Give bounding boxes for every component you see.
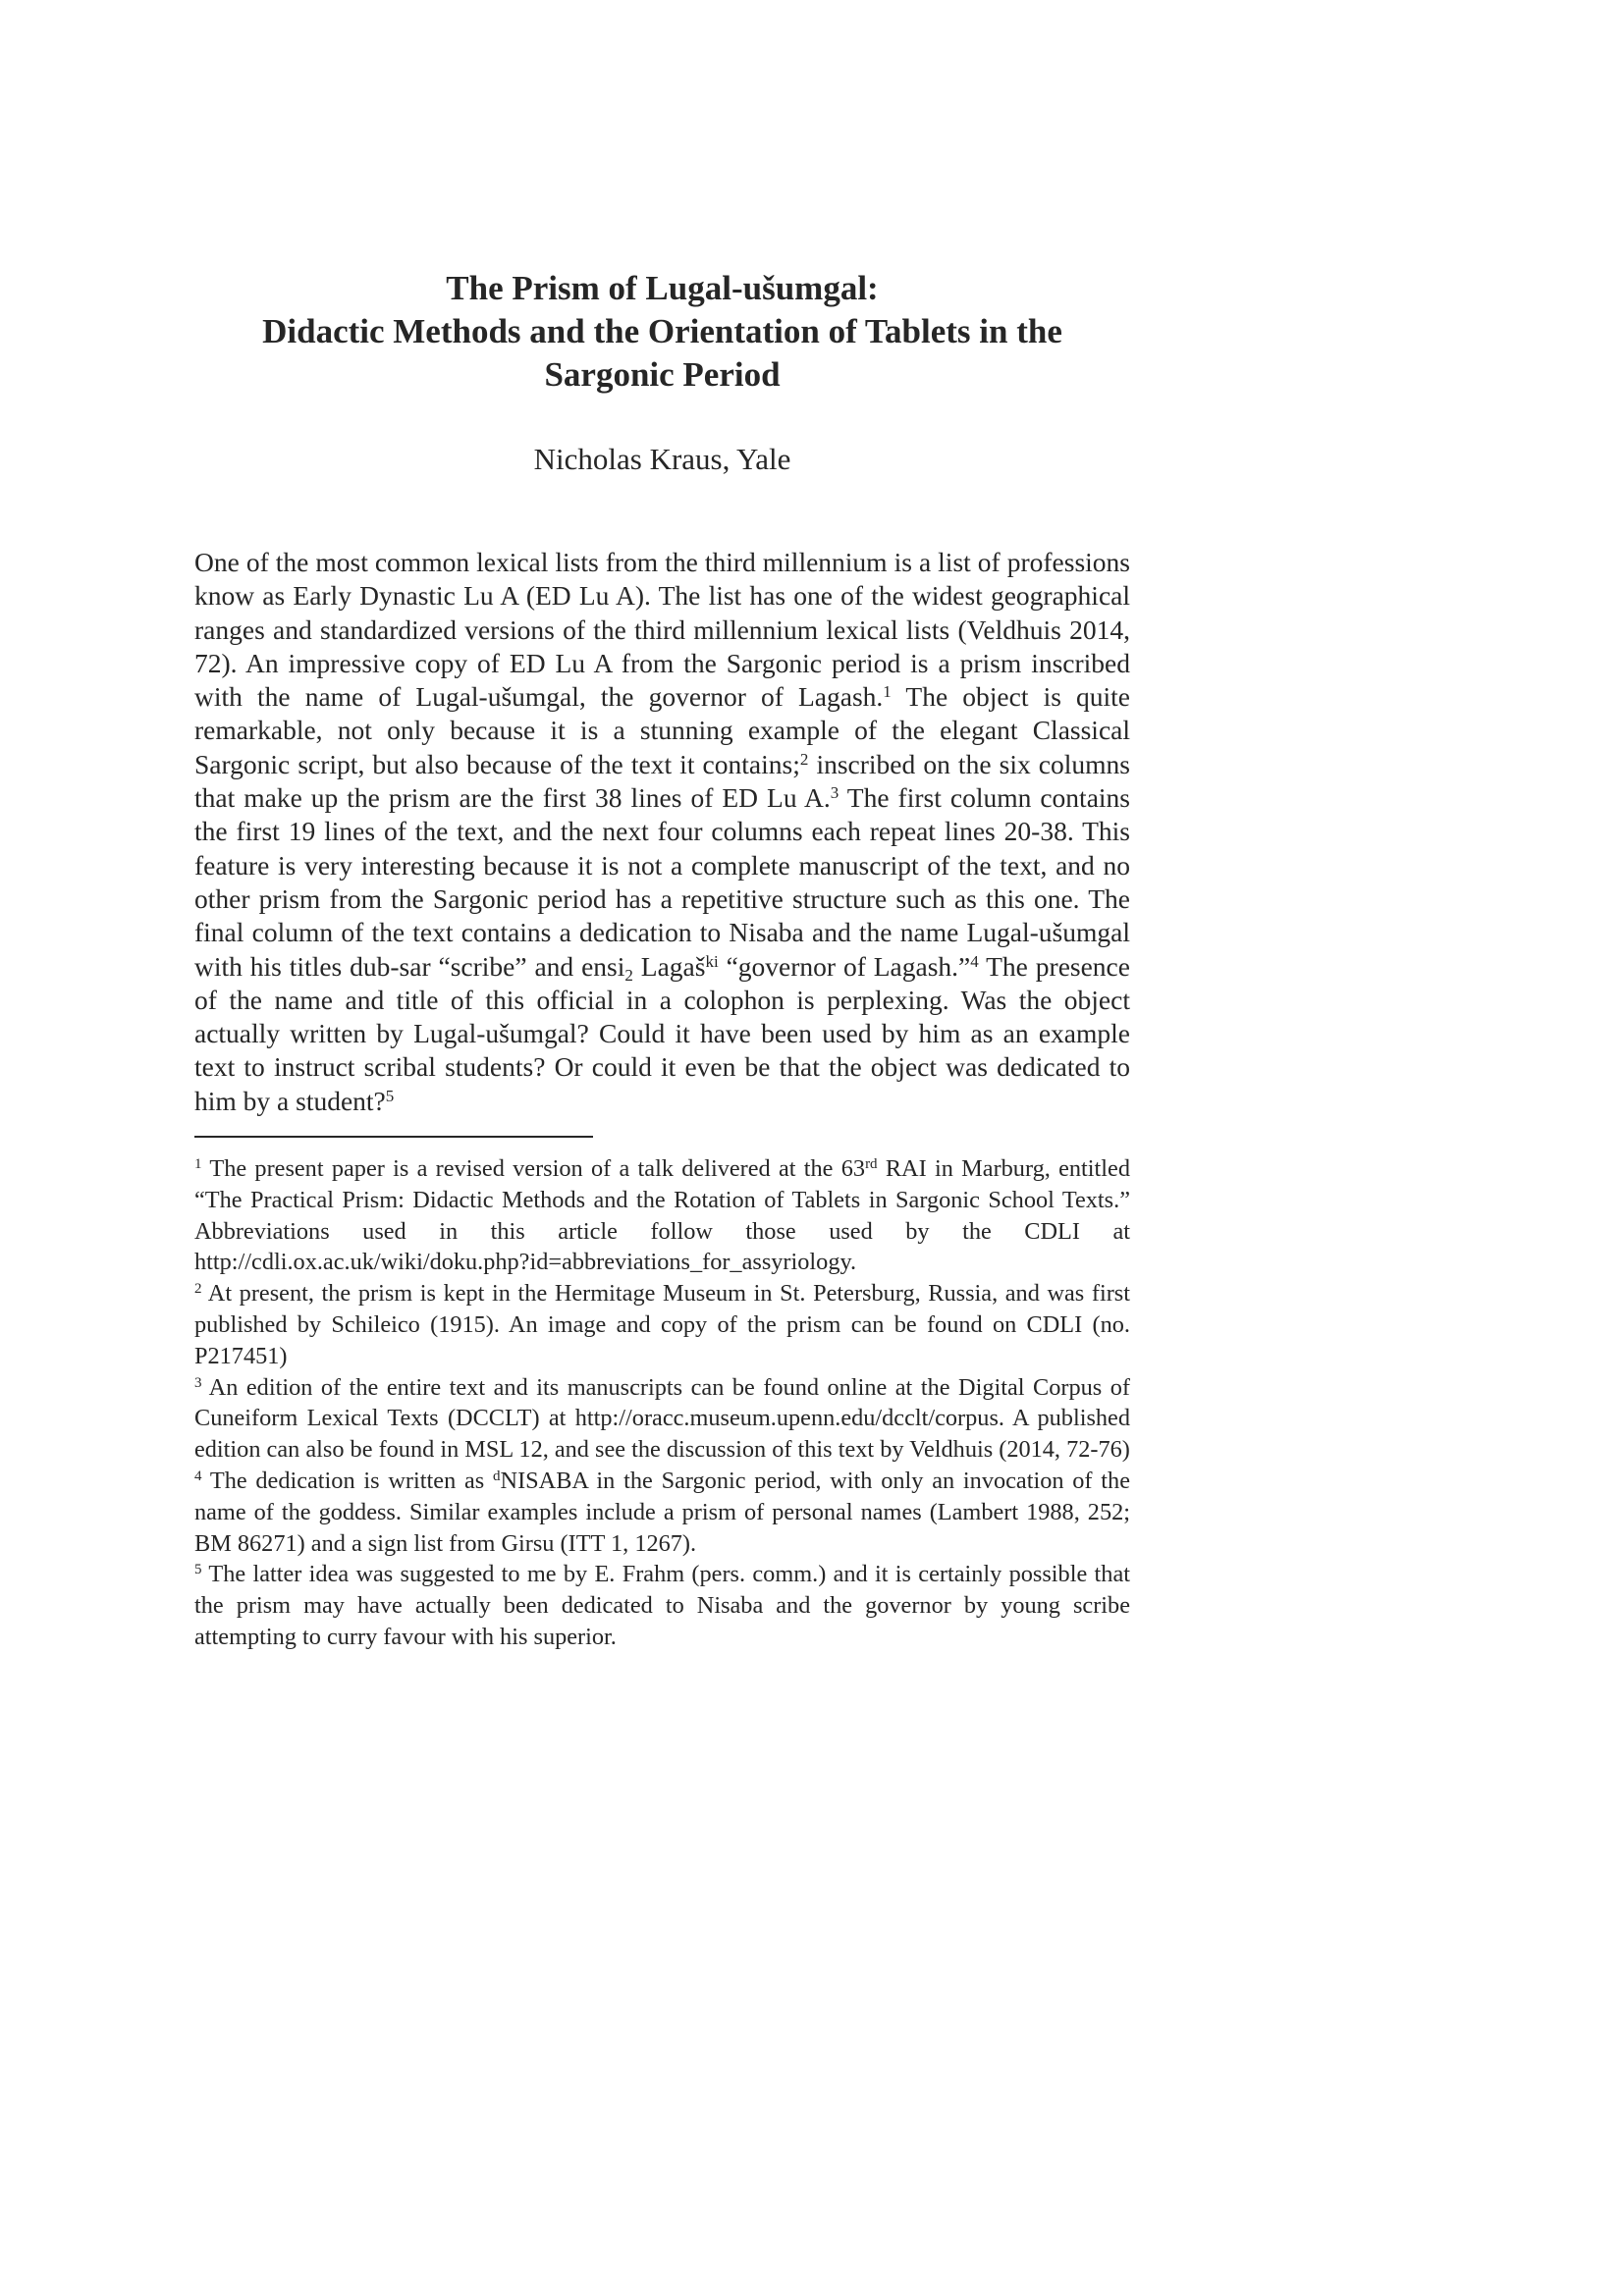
body-text-segment: The first column contains the first 19 lines of the text, and the next four columns each repeat lines 20-38. This feature is very interesting because it is not a complete manuscript of the text, and no other prism from the Sargonic period has a repetitive structure such as this one. The final column of the text contains a dedication to Nisaba and the name Lugal-ušumgal with his titles dub-sar “scribe” and ensi <box>194 782 1130 982</box>
superscript: d <box>493 1468 501 1485</box>
footnote-separator <box>194 1136 593 1138</box>
body-text-segment: The presence of the name and title of this official in a colophon is perplexing. Was the object actually written by Lugal-ušumgal? Could it have been used by him as an example text to instruct scribal students? Or could it even be that the object was dedicated to him by a student? <box>194 950 1130 1116</box>
body-text-segment: “governor of Lagash.” <box>718 950 971 982</box>
footnote-text: The present paper is a revised version of a talk delivered at the 63 <box>201 1155 866 1183</box>
footnote-text: At present, the prism is kept in the Hermitage Museum in St. Petersburg, Russia, and was first published by Schileico (1915). An image and copy of the prism can be found on CDLI (no. P217451) <box>194 1280 1130 1369</box>
footnote-ref: 4 <box>970 951 979 971</box>
body-text-segment: inscribed on the six columns that make up the prism are the first 38 lines of ED Lu A. <box>194 748 1130 814</box>
superscript: rd <box>865 1156 878 1173</box>
body-text-segment: The object is quite remarkable, not only because it is a stunning example of the elegant Classical Sargonic script, but also because of the text it contains; <box>194 681 1131 779</box>
body-text-segment: One of the most common lexical lists from the third millennium is a list of professions know as Early Dynastic Lu A (ED Lu A). The list has one of the widest geographical ranges and standardized versions of the third millennium lexical lists (Veldhuis 2014, 72). An impressive copy of ED Lu A from the Sargonic period is a prism inscribed with the name of Lugal-ušumgal, the governor of Lagash. <box>194 547 1130 713</box>
footnote-text: NISABA in the Sargonic period, with only an invocation of the name of the goddess. Similar examples include a prism of personal names (Lambert 1988, 252; BM 86271) and a sign list from Girsu (ITT 1, 1267). <box>194 1468 1130 1557</box>
superscript: ki <box>705 951 719 971</box>
subscript: 2 <box>624 965 633 985</box>
footnote-ref: 3 <box>830 783 839 803</box>
footnote-ref: 5 <box>385 1086 395 1105</box>
title-line-1: The Prism of Lugal-ušumgal: <box>446 269 879 307</box>
paper-title <box>194 267 1130 397</box>
footnote <box>194 1466 1130 1559</box>
footnote-number: 2 <box>194 1281 202 1298</box>
author-line: Nicholas Kraus, Yale <box>533 442 791 476</box>
footnote-number: 1 <box>194 1156 202 1173</box>
paper-page <box>194 267 1130 1653</box>
footnote-text: RAI in Marburg, entitled “The Practical Prism: Didactic Methods and the Rotation of Tablets in Sargonic School Texts.” Abbreviations used in this article follow those used by the CDLI at http://cdli.ox.ac.uk/wiki/doku.php?id=abbreviations_for_assyriology. <box>194 1155 1130 1276</box>
footnotes <box>194 1153 1130 1653</box>
footnote <box>194 1278 1130 1371</box>
body-text-segment: Lagaš <box>632 950 706 982</box>
footnote <box>194 1559 1130 1652</box>
footnote <box>194 1372 1130 1466</box>
body-paragraph <box>194 546 1130 1118</box>
footnote-text: The dedication is written as <box>201 1468 494 1495</box>
footnote <box>194 1153 1130 1278</box>
footnote-number: 5 <box>194 1562 202 1578</box>
footnote-text: The latter idea was suggested to me by E. Frahm (pers. comm.) and it is certainly possible that the prism may have actually been dedicated to Nisaba and the governor by young scribe attempting to curry favour with his superior. <box>194 1561 1130 1650</box>
title-line-2: Didactic Methods and the Orientation of Tablets in the <box>262 312 1062 350</box>
title-line-3: Sargonic Period <box>544 355 781 394</box>
footnote-ref: 1 <box>883 682 892 702</box>
footnote-number: 3 <box>194 1374 202 1391</box>
footnote-number: 4 <box>194 1468 202 1485</box>
footnote-ref: 2 <box>799 749 809 769</box>
footnote-text: An edition of the entire text and its manuscripts can be found online at the Digital Corpus of Cuneiform Lexical Texts (DCCLT) at http://oracc.museum.upenn.edu/dcclt/corpus. A published edition can also be found in MSL 12, and see the discussion of this text by Veldhuis (2014, 72-76) <box>194 1373 1130 1464</box>
